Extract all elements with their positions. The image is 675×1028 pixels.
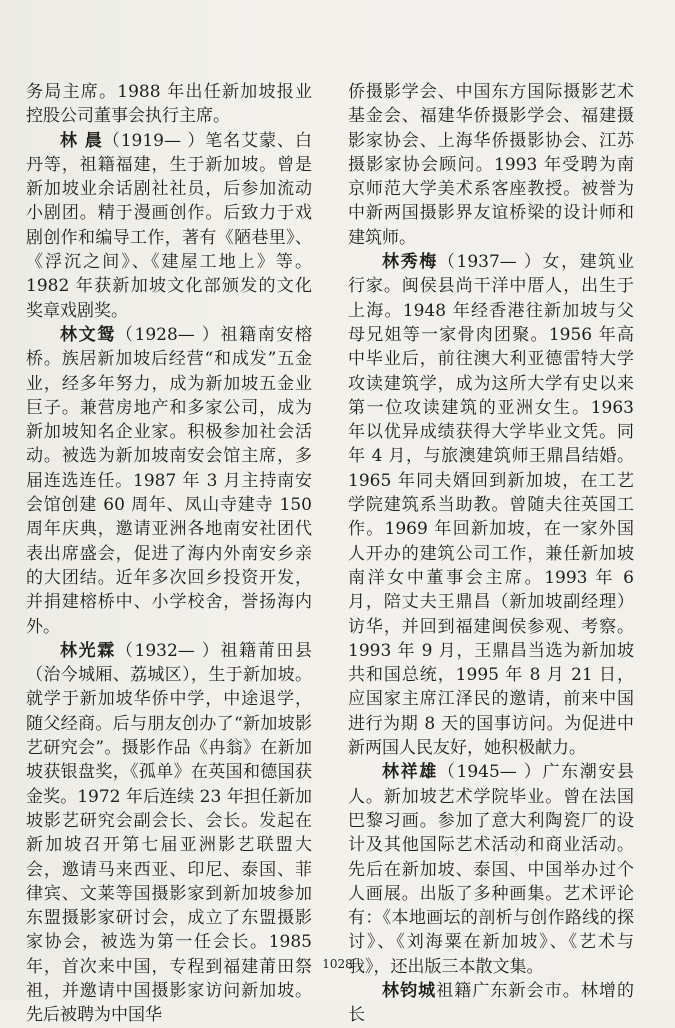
entry-name: 林钧城	[382, 980, 437, 1001]
entry-name: 林秀梅	[382, 252, 438, 273]
entry-name: 林光霖	[60, 640, 116, 661]
entry-text: （1945— ）广东潮安县人。新加坡艺术学院毕业。曾在法国巴黎习画。参加了意大利陶瓷厂的设计及其他国际艺术活动和商业活动。先后在新加坡、泰国、中国举办过个人画展。出版了多种画集。艺术评论有：《本地画坛的剖析与创作路线的探讨》、《刘海粟在新加坡》、《艺术与我》，还出版三本散文集。	[348, 762, 635, 977]
entry-lin-wenyuan	[26, 323, 312, 639]
entry-continuation	[348, 80, 634, 250]
left-column	[26, 80, 312, 1028]
entry-continuation	[26, 80, 312, 129]
entry-lin-chen	[26, 129, 312, 323]
entry-lin-xiangxiong	[348, 760, 634, 979]
right-column	[348, 80, 634, 1028]
entry-lin-xiumei	[348, 250, 634, 760]
entry-text: （1928— ）祖籍南安榕桥。族居新加坡后经营“和成发”五金业，经多年努力，成为新加坡五金业巨子。兼营房地产和多家公司，成为新加坡知名企业家。积极参加社会活动。被选为新加坡南安会馆主席，多届连选连任。1987 年 3 月主持南安会馆创建 60 周年、凤山寺建寺 150 周年庆典，邀请亚洲各地南安社团代表出席盛会，促进了海内外南安乡亲的大团结。近年多次回乡投资开发，并捐建榕桥中、小学校舍，誉扬海内外。	[26, 324, 313, 637]
entry-text: （1919— ）笔名艾蒙、白丹等，祖籍福建，生于新加坡。曾是新加坡业余话剧社社员，后参加流动小剧团。精于漫画创作。后致力于戏剧创作和编导工作，著有《陋巷里》、《浮沉之间》、《建屋工地上》等。1982 年获新加坡文化部颁发的文化奖章戏剧奖。	[26, 130, 313, 321]
page-number: 1028	[322, 957, 353, 971]
entry-text: （1932— ）祖籍莆田县（治今城厢、荔城区），生于新加坡。就学于新加坡华侨中学，中途退学，随父经商。后与朋友创办了“新加坡影艺研究会”。摄影作品《冉翁》在新加坡获银盘奖，《孤单》在英国和德国获金奖。1972 年后连续 23 年担任新加坡影艺研究会副会长、会长。发起在新加坡召开第七届亚洲影艺联盟大会，邀请马来西亚、印尼、泰国、菲律宾、文莱等国摄影家到新加坡参加东盟摄影家研讨会，成立了东盟摄影家协会，被选为第一任会长。1985 年，首次来中国，专程到福建莆田祭祖，并邀请中国摄影家访问新加坡。先后被聘为中国华	[26, 640, 313, 1026]
entry-text: （1937— ）女，建筑业行家。闽侯县尚干洋中厝人，出生于上海。1948 年经香港往新加坡与父母兄姐等一家骨肉团聚。1956 年高中毕业后，前往澳大利亚德雷特大学攻读建筑学，成为这所大学有史以来第一位攻读建筑的亚洲女生。1963 年以优异成绩获得大学毕业文凭。同年 4 月，与旅澳建筑师王鼎昌结婚。1965 年同夫婿回到新加坡，在工艺学院建筑系当助教。曾随夫往英国工作。1969 年回新加坡，在一家外国人开办的建筑公司工作，兼任新加坡南洋女中董事会主席。1993 年 6 月，陪丈夫王鼎昌（新加坡副经理）访华，并回到福建闽侯参观、考察。1993 年 9 月，王鼎昌当选为新加坡共和国总统，1995 年 8 月 21 日，应国家主席江泽民的邀请，前来中国进行为期 8 天的国事访问。为促进中新两国人民友好，她积极献力。	[348, 252, 635, 759]
entry-name: 林祥雄	[382, 762, 438, 783]
entry-text: 务局主席。1988 年出任新加坡报业控股公司董事会执行主席。	[26, 82, 312, 127]
entry-lin-juncheng	[348, 979, 634, 1028]
entry-text: 侨摄影学会、中国东方国际摄影艺术基金会、福建华侨摄影学会、福建摄影家协会、上海华侨摄影协会、江苏摄影家协会顾问。1993 年受聘为南京师范大学美术系客座教授。被誉为中新两国摄影界友谊桥梁的设计师和建筑师。	[348, 82, 634, 248]
entry-name: 林 晨	[60, 130, 103, 151]
entry-name: 林文鸳	[60, 324, 116, 345]
entry-text: 祖籍广东新会市。林增的长	[348, 980, 635, 1026]
